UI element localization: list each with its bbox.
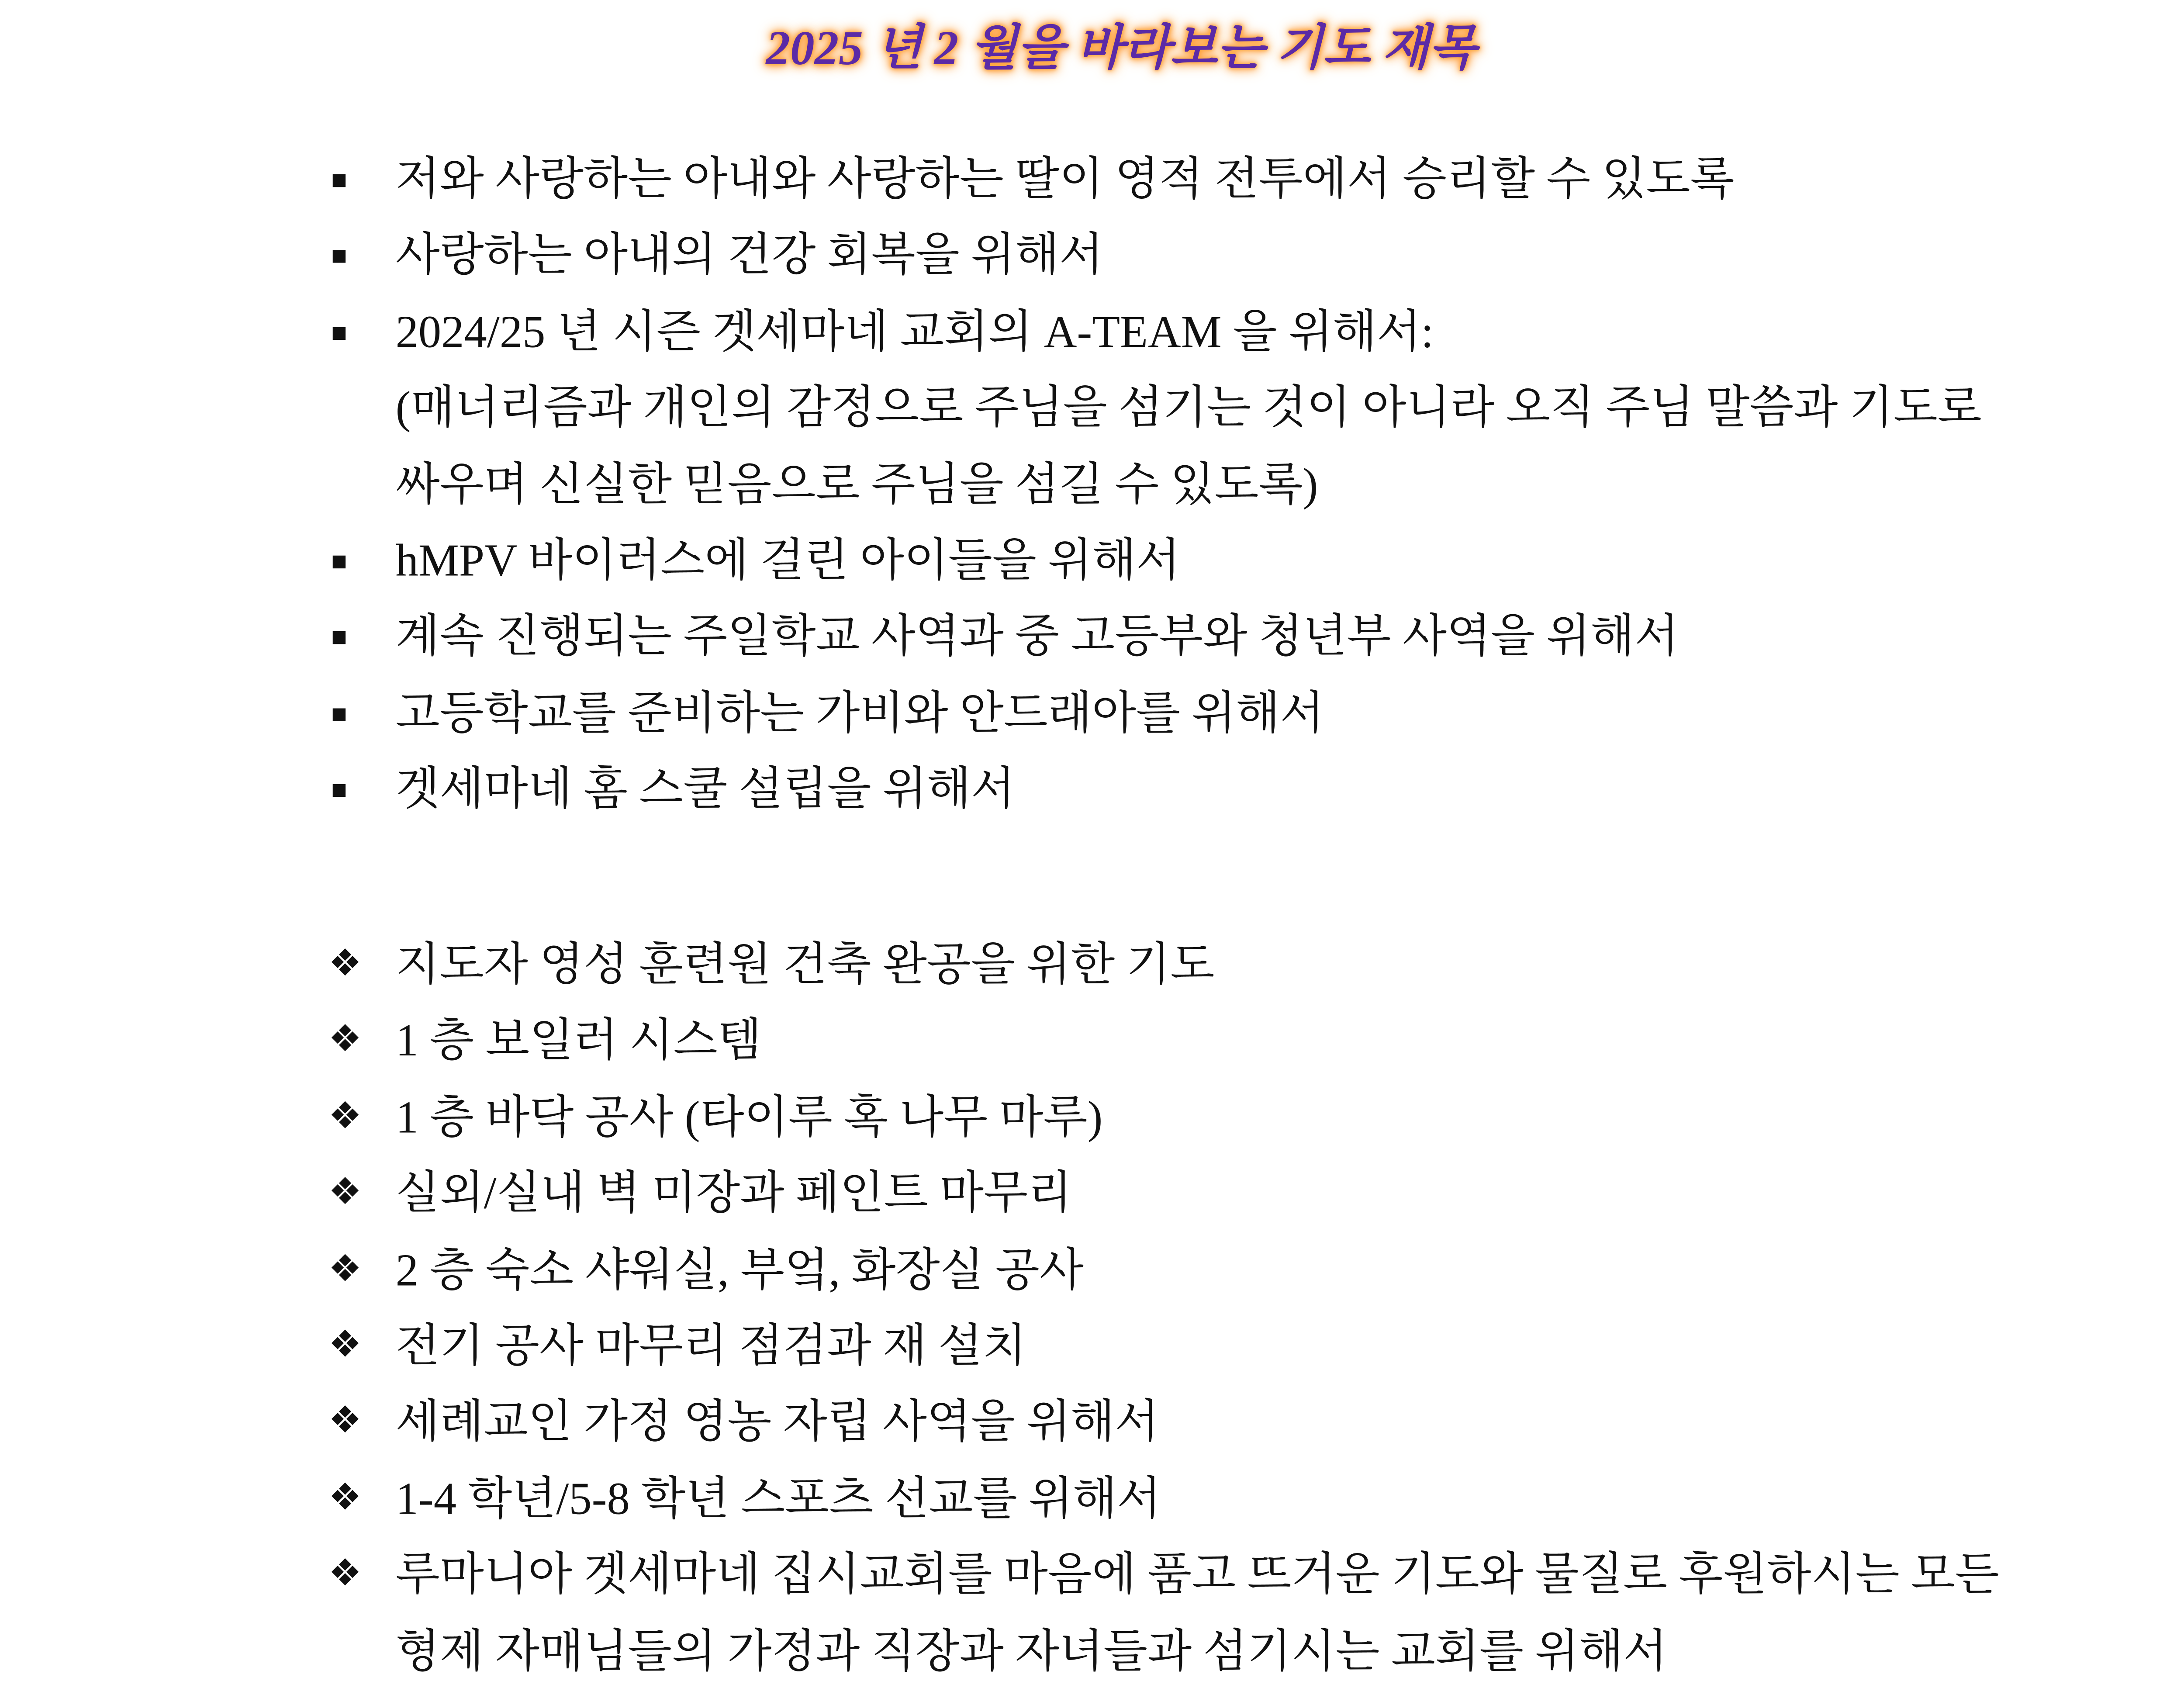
list-item-text: 2024/25 년 시즌 겟세마네 교회의 A-TEAM 을 위해서:	[395, 305, 1434, 357]
diamond-bullet-icon: ❖	[328, 1095, 362, 1138]
list-item-text: 고등학교를 준비하는 가비와 안드래아를 위해서	[395, 686, 1324, 738]
list-item-text: 지도자 영성 훈련원 건축 완공을 위한 기도	[395, 938, 1215, 990]
list-item-text: 겟세마네 홈 스쿨 설립을 위해서	[395, 763, 1015, 815]
diamond-bullet-icon: ❖	[328, 1019, 362, 1062]
diamond-bullet-icon: ❖	[328, 1476, 362, 1519]
list-item-text: hMPV 바이러스에 걸린 아이들을 위해서	[395, 534, 1181, 586]
square-bullet-icon	[333, 784, 346, 797]
list-item-text: 1-4 학년/5-8 학년 스포츠 선교를 위해서	[395, 1472, 1161, 1524]
square-bullet-icon	[333, 250, 346, 263]
list-item-text: 형제 자매님들의 가정과 직장과 자녀들과 섬기시는 교회를 위해서	[395, 1624, 1668, 1676]
list-item-text: 2 층 숙소 샤워실, 부엌, 화장실 공사	[395, 1243, 1084, 1295]
square-bullet-icon	[333, 632, 346, 644]
square-bullet-icon	[333, 327, 346, 339]
square-bullet-icon	[333, 708, 346, 721]
diamond-bullet-icon: ❖	[328, 1171, 362, 1214]
diamond-bullet-icon: ❖	[328, 1400, 362, 1443]
diamond-bullet-icon: ❖	[328, 1553, 362, 1596]
list-item-text: 계속 진행되는 주일학교 사역과 중 고등부와 청년부 사역을 위해서	[395, 610, 1679, 662]
list-item-text: 전기 공사 마무리 점검과 재 설치	[395, 1319, 1027, 1371]
diamond-bullet-icon: ❖	[328, 1324, 362, 1367]
list-item-text: 실외/실내 벽 미장과 페인트 마무리	[395, 1167, 1072, 1219]
list-item-text: 세례교인 가정 영농 자립 사역을 위해서	[395, 1396, 1159, 1447]
diamond-bullet-icon: ❖	[328, 1247, 362, 1291]
list-item-text: 사랑하는 아내의 건강 회복을 위해서	[395, 229, 1104, 281]
list-item-text: 1 층 보일러 시스템	[395, 1014, 762, 1066]
square-bullet-icon	[333, 174, 346, 187]
diamond-bullet-icon: ❖	[328, 942, 362, 986]
list-item-text: 루마니아 겟세마네 집시교회를 마음에 품고 뜨거운 기도와 물질로 후원하시는 모든	[395, 1548, 1999, 1600]
page-title: 2025 년 2 월을 바라보는 기도 재목	[766, 23, 1476, 76]
square-bullet-icon	[333, 556, 346, 568]
list-item-text: 싸우며 신실한 믿음으로 주님을 섬길 수 있도록)	[395, 458, 1318, 509]
list-item-text: 저와 사랑하는 아내와 사랑하는 딸이 영적 전투에서 승리할 수 있도록	[395, 152, 1735, 204]
list-item-text: (매너리즘과 개인의 감정으로 주님을 섬기는 것이 아니라 오직 주님 말씀과 기도로	[395, 381, 1982, 433]
list-item-text: 1 층 바닥 공사 (타이루 혹 나무 마루)	[395, 1091, 1103, 1142]
